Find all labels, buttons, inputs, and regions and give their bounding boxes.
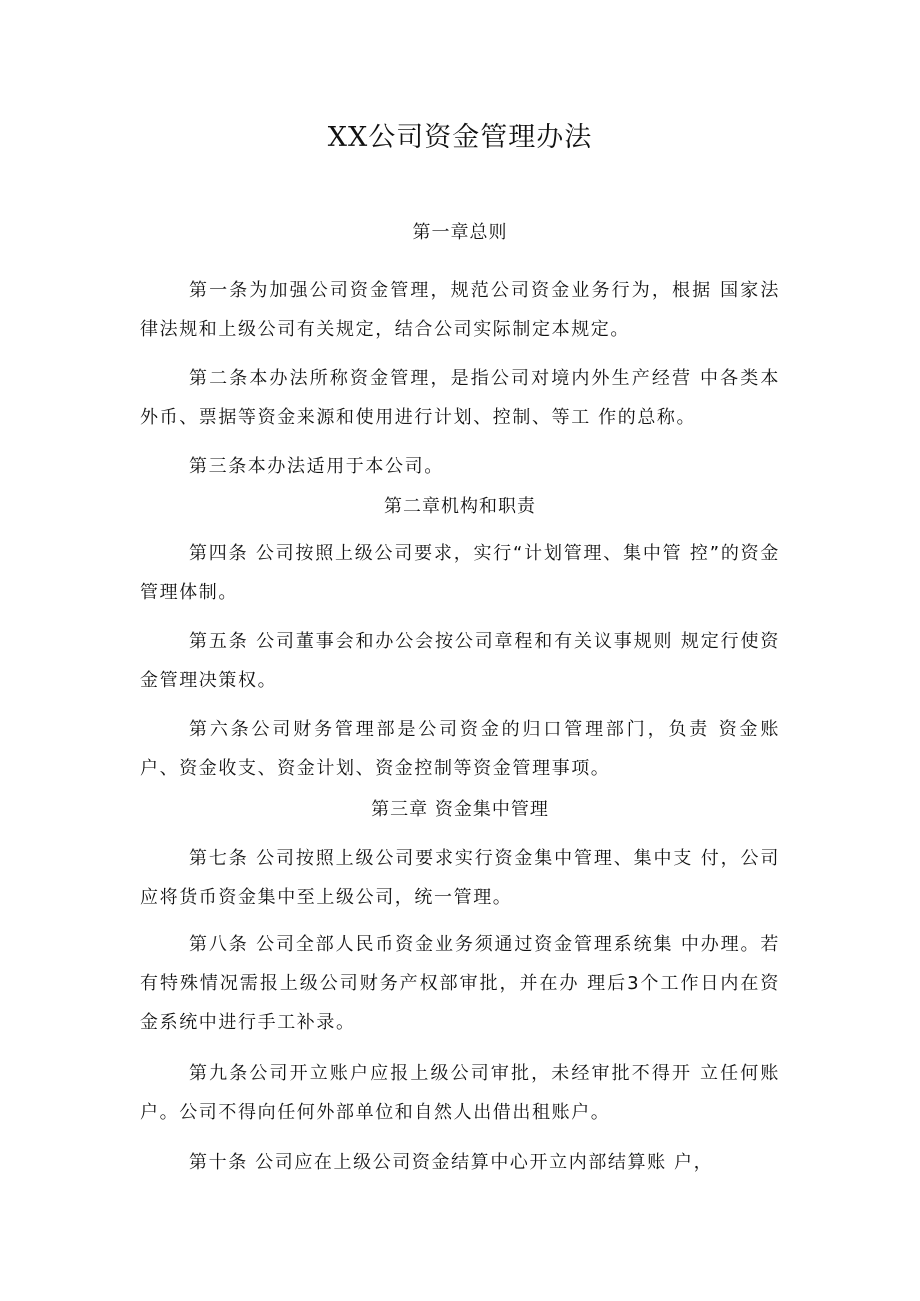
- article-7: 第七条 公司按照上级公司要求实行资金集中管理、集中支 付，公司应将货币资金集中至上级公司，统一管理。: [140, 848, 780, 908]
- article-1: 第一条为加强公司资金管理，规范公司资金业务行为，根据 国家法律法规和上级公司有关规定，结合公司实际制定本规定。: [140, 280, 780, 340]
- article-6: 第六条公司财务管理部是公司资金的归口管理部门，负责 资金账户、资金收支、资金计划、资金控制等资金管理事项。: [140, 719, 780, 779]
- article-2: 第二条本办法所称资金管理，是指公司对境内外生产经营 中各类本外币、票据等资金来源和使用进行计划、控制、等工 作的总称。: [140, 368, 780, 428]
- article-5: 第五条 公司董事会和办公会按公司章程和有关议事规则 规定行使资金管理决策权。: [140, 631, 780, 691]
- article-4: 第四条 公司按照上级公司要求，实行“计划管理、集中管 控”的资金管理体制。: [140, 543, 780, 603]
- article-3: 第三条本办法适用于本公司。: [189, 456, 444, 477]
- article-9: 第九条公司开立账户应报上级公司审批，未经审批不得开 立任何账户。公司不得向任何外部单位和自然人出借出租账户。: [140, 1063, 780, 1123]
- chapter-heading-3: 第三章 资金集中管理: [371, 799, 549, 820]
- chapter-heading-2: 第二章机构和职责: [384, 496, 536, 517]
- chapter-heading-1: 第一章总则: [412, 222, 508, 243]
- article-10: 第十条 公司应在上级公司资金结算中心开立内部结算账 户，: [189, 1152, 714, 1173]
- document-title: XX公司资金管理办法: [327, 122, 593, 153]
- article-8: 第八条 公司全部人民币资金业务须通过资金管理系统集 中办理。若有特殊情况需报上级公司财务产权部审批，并在办 理后3个工作日内在资金系统中进行手工补录。: [140, 934, 780, 1033]
